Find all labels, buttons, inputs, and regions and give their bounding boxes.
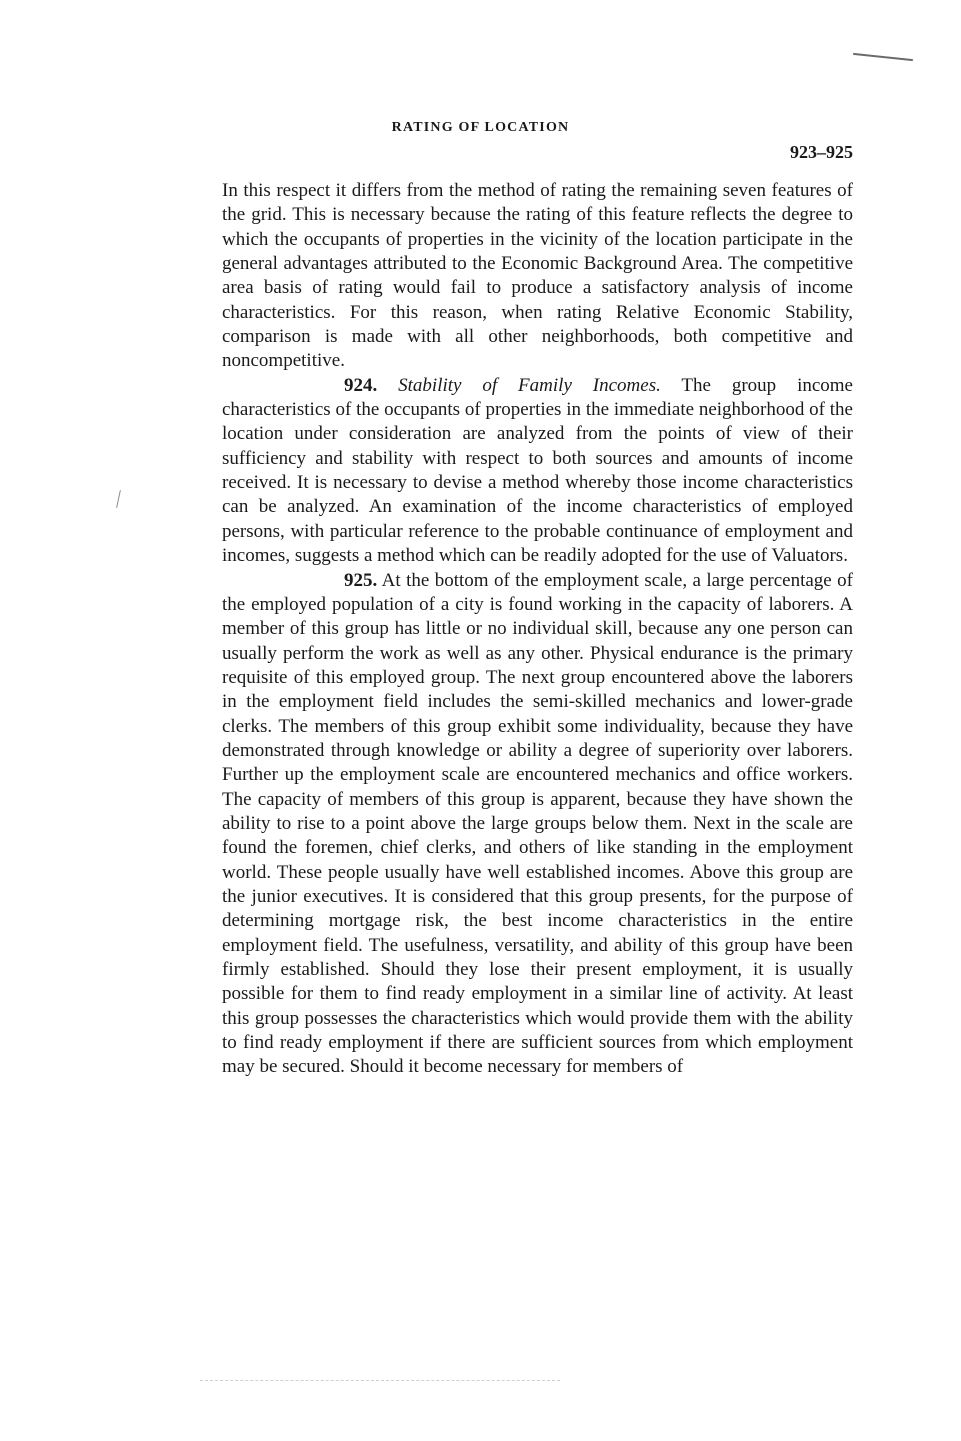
page-number: 923–925 [790, 142, 853, 162]
paragraph-924-text: The group income characteristics of the occupants of properties in the immediate neighborhood of the location under consideration are analyzed from the points of view of their sufficiency and stability with respect to both sources and amounts of income received. It is necessary to devise a method whereby those income characteristics can be analyzed. An examination of the income characteristics of employed persons, with particular reference to the probable continuance of employment and incomes, suggests a method which can be readily adopted for the use of Valuators. [222, 374, 853, 567]
paragraph-924-number: 924. [344, 374, 378, 396]
scan-bottom-smudge [200, 1380, 560, 1382]
scan-margin-mark [116, 490, 121, 508]
paragraph-924-title: Stability of Family Incomes. [398, 374, 661, 396]
running-title: RATING OF LOCATION [391, 120, 570, 135]
paragraph-925 [222, 569, 853, 1080]
scan-corner-mark [853, 53, 913, 61]
paragraph-925-text: At the bottom of the employment scale, a large percentage of the employed population of a city is found working in the capacity of laborers. A member of this group has little or no individual skill, because any one person can usually perform the work as well as any other. Physical endurance is the primary requisite of this employed group. The next group encountered above the laborers in the employment field includes the semi-skilled mechanics and lower-grade clerks. The members of this group exhibit some individuality, because they have demonstrated through knowledge or ability a degree of superiority over laborers. Further up the employment scale are encountered mechanics and office workers. The capacity of members of this group is apparent, because they have shown the ability to rise to a point above the large groups below them. Next in the scale are found the foremen, chief clerks, and others of like standing in the employment world. These people usually have well established incomes. Above this group are the junior executives. It is considered that this group presents, for the purpose of determining mortgage risk, the best income characteristics in the entire employment field. The usefulness, versatility, and ability of this group have been firmly established. Should they lose their present employment, it is usually possible for them to find ready employment in a similar line of activity. At least this group possesses the characteristics which would provide them with the ability to find ready employment if there are sufficient sources from which employment may be secured. Should it become necessary for members of [222, 569, 854, 1078]
body-text [222, 179, 853, 1080]
paragraph-continuation: In this respect it differs from the method of rating the remaining seven features of the grid. This is necessary because the rating of this feature reflects the degree to which the occupants of properties in the vicinity of the location participate in the general advantages attributed to the Economic Background Area. The competitive area basis of rating would fail to produce a satisfactory analysis of income characteristics. For this reason, when rating Relative Economic Stability, comparison is made with all other neighborhoods, both competitive and noncompetitive. [222, 180, 853, 372]
paragraph-925-number: 925. [344, 569, 378, 591]
paragraph-924 [222, 374, 853, 569]
